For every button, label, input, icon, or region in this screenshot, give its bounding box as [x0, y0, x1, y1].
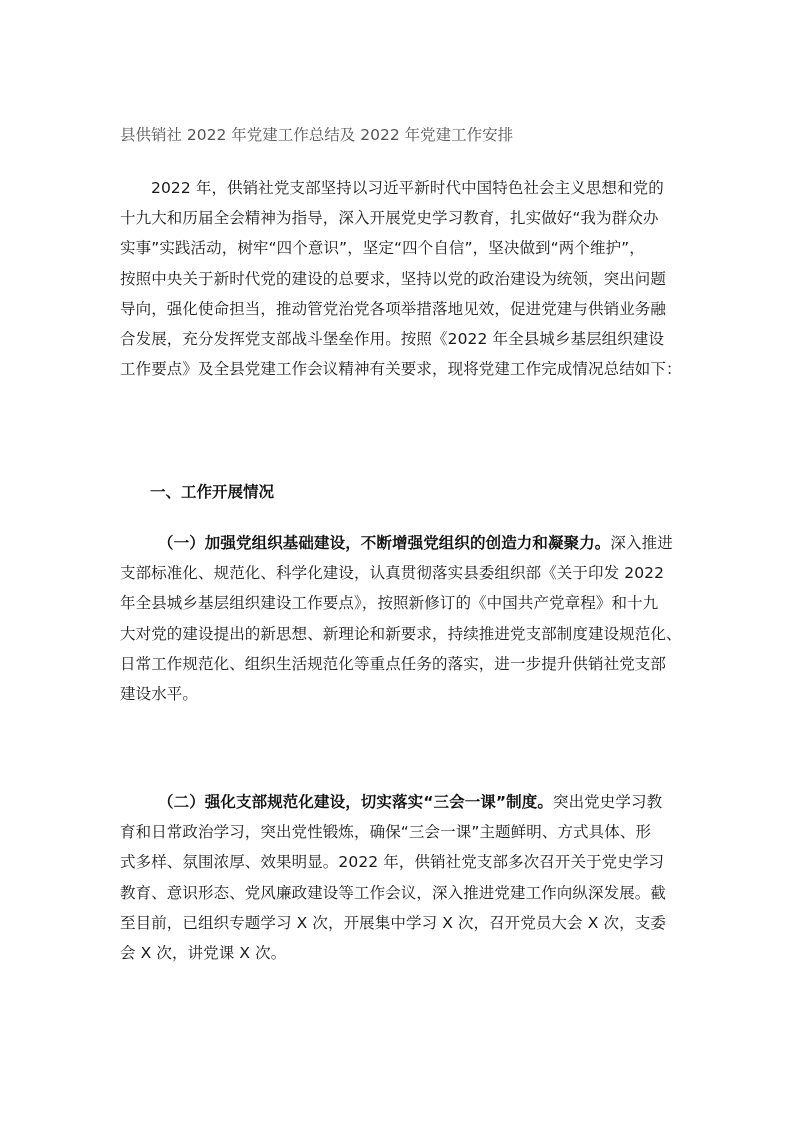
- paragraph-line: [120, 787, 675, 817]
- paragraph-line: 实事”实践活动，树牢“四个意识”，坚定“四个自信”，坚决做到“两个维护”，: [120, 239, 645, 258]
- paragraph-line: 年全县城乡基层组织建设工作要点》，按照新修订的《中国共产党章程》和十九: [120, 594, 659, 613]
- section2-lead: （二）强化支部规范化建设，切实落实“三会一课”制度。: [158, 793, 553, 811]
- paragraph-line: 导向，强化使命担当，推动管党治党各项举措落地见效，促进党建与供销业务融: [120, 299, 667, 318]
- paragraph-line: 至目前，已组织专题学习 X 次，开展集中学习 X 次，召开党员大会 X 次，支委: [120, 913, 666, 932]
- section2-first-rest: 突出党史学习教: [552, 793, 663, 811]
- paragraph-line: 日常工作规范化、组织生活规范化等重点任务的落实，进一步提升供销社党支部: [120, 654, 667, 673]
- paragraph-line: 育和日常政治学习，突出党性锻炼，确保“三会一课”主题鲜明、方式具体、形: [120, 823, 652, 842]
- paragraph-line: 工作要点》及全县党建工作会议精神有关要求，现将党建工作完成情况总结如下：: [120, 360, 682, 379]
- paragraph-line: 会 X 次，讲党课 X 次。: [120, 944, 287, 963]
- paragraph-line: 式多样、氛围浓厚、效果明显。2022 年，供销社党支部多次召开关于党史学习: [120, 853, 665, 872]
- document-title: 县供销社 2022 年党建工作总结及 2022 年党建工作安排: [120, 126, 514, 144]
- paragraph-line: [120, 528, 675, 558]
- section1-first-rest: 深入推进: [610, 534, 673, 552]
- paragraph-line: 按照中央关于新时代党的建设的总要求，坚持以党的政治建设为统领，突出问题: [120, 269, 667, 288]
- paragraph-line: 建设水平。: [120, 685, 199, 704]
- section1-paragraph: [120, 528, 682, 709]
- paragraph-line: 2022 年，供销社党支部坚持以习近平新时代中国特色社会主义思想和党的: [151, 179, 664, 197]
- paragraph-line: 十九大和历届全会精神为指导，深入开展党史学习教育，扎实做好“我为群众办: [120, 209, 659, 228]
- section1-lead: （一）加强党组织基础建设，不断增强党组织的创造力和凝聚力。: [158, 534, 611, 552]
- paragraph-line: 支部标准化、规范化、科学化建设，认真贯彻落实县委组织部《关于印发 2022: [120, 564, 665, 583]
- paragraph-line: 教育、意识形态、党风廉政建设等工作会议，深入推进党建工作向纵深发展。截: [120, 883, 667, 902]
- paragraph-line: 合发展，充分发挥党支部战斗堡垒作用。按照《2022 年全县城乡基层组织建设: [120, 330, 665, 349]
- intro-paragraph: [120, 173, 682, 384]
- section2-paragraph: [120, 787, 675, 968]
- section-heading: 一、工作开展情况: [150, 483, 275, 501]
- paragraph-line: 大对党的建设提出的新思想、新理论和新要求，持续推进党支部制度建设规范化、: [120, 624, 682, 643]
